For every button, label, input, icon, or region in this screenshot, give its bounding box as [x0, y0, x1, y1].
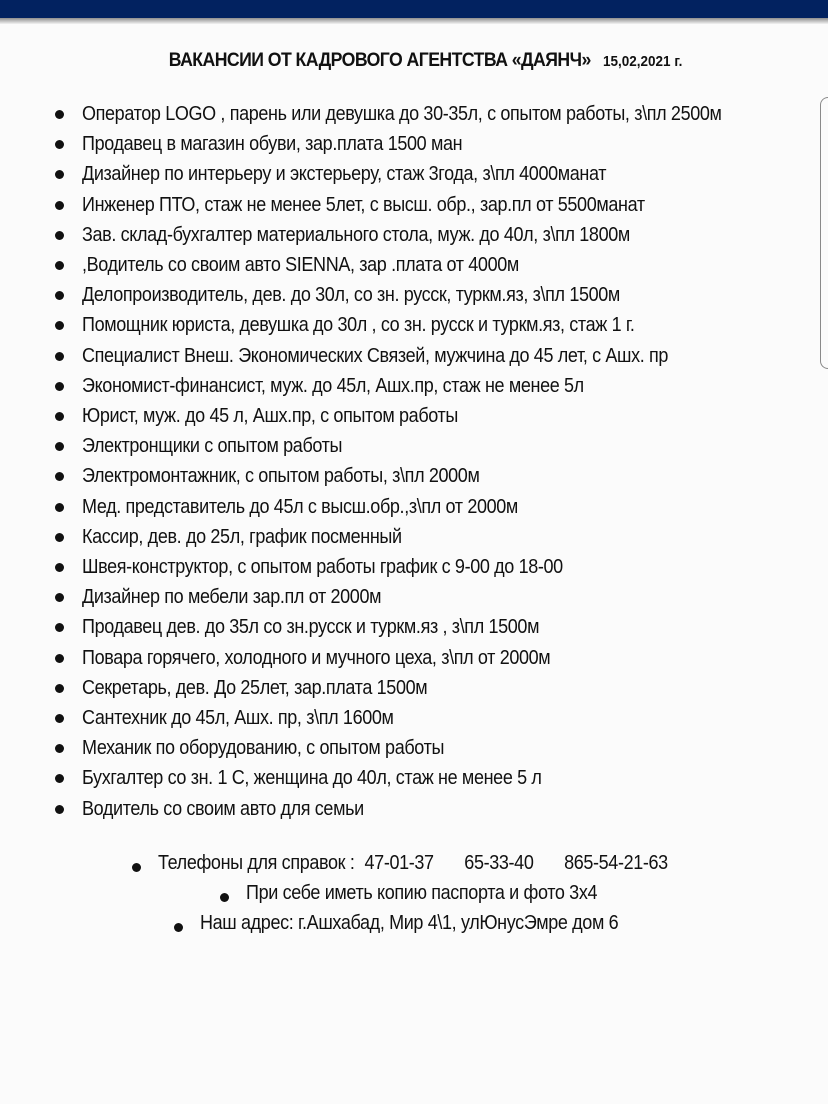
- vacancy-item: Сантехник до 45л, Ашх. пр, з\пл 1600м: [0, 703, 828, 733]
- vacancy-item: Экономист-финансист, муж. до 45л, Ашх.пр, стаж не менее 5л: [0, 371, 828, 401]
- address: Наш адрес: г.Ашхабад, Мир 4\1, улЮнусЭмре дом 6: [120, 912, 665, 935]
- vacancy-item: Оператор LOGO , парень или девушка до 30-35л, с опытом работы, з\пл 2500м: [0, 99, 828, 129]
- vacancy-item: Зав. склад-бухгалтер материального стола, муж. до 40л, з\пл 1800м: [0, 220, 828, 250]
- vacancy-item: Водитель со своим авто для семьи: [0, 794, 828, 824]
- bullet-icon: [220, 893, 229, 902]
- bullet-icon: [55, 442, 64, 451]
- vacancy-item: Секретарь, дев. До 25лет, зар.плата 1500м: [0, 673, 828, 703]
- bullet-icon: [55, 623, 64, 632]
- bullet-icon: [174, 923, 183, 932]
- vacancy-list: [0, 99, 828, 824]
- bullet-icon: [55, 382, 64, 391]
- vacancy-item: Дизайнер по интерьеру и экстерьеру, стаж 3года, з\пл 4000манат: [0, 159, 828, 189]
- app-bar-shadow: [0, 18, 828, 24]
- vacancy-item: Делопроизводитель, дев. до 30л, со зн. русск, туркм.яз, з\пл 1500м: [0, 280, 828, 310]
- bullet-icon: [55, 654, 64, 663]
- vacancy-item: Специалист Внеш. Экономических Связей, мужчина до 45 лет, с Ашх. пр: [0, 341, 828, 371]
- vacancy-item: Продавец в магазин обуви, зар.плата 1500 ман: [0, 129, 828, 159]
- bullet-icon: [55, 261, 64, 270]
- documents-note: При себе иметь копию паспорта и фото 3х4: [166, 882, 636, 905]
- bullet-icon: [55, 321, 64, 330]
- bullet-icon: [55, 684, 64, 693]
- scrollbar-thumb[interactable]: [820, 97, 828, 369]
- vacancy-item: Юрист, муж. до 45 л, Ашх.пр, с опытом работы: [0, 401, 828, 431]
- phone-number: 47-01-37: [364, 852, 434, 874]
- bullet-icon: [55, 110, 64, 119]
- document-date: 15,02,2021 г.: [603, 53, 683, 70]
- vacancy-item: Продавец дев. до 35л со зн.русск и туркм.яз , з\пл 1500м: [0, 612, 828, 642]
- vacancy-item: Помощник юриста, девушка до 30л , со зн. русск и туркм.яз, стаж 1 г.: [0, 310, 828, 340]
- vacancy-item: ,Водитель со своим авто SIENNA, зар .плата от 4000м: [0, 250, 828, 280]
- vacancy-item: Кассир, дев. до 25л, график посменный: [0, 522, 828, 552]
- document-title: ВАКАНСИИ ОТ КАДРОВОГО АГЕНТСТВА «ДАЯНЧ»: [168, 50, 591, 71]
- bullet-icon: [55, 533, 64, 542]
- bullet-icon: [55, 503, 64, 512]
- bullet-icon: [55, 563, 64, 572]
- phone-number: 865-54-21-63: [564, 852, 668, 874]
- document-header: [0, 50, 828, 72]
- bullet-icon: [55, 352, 64, 361]
- bullet-icon: [55, 774, 64, 783]
- bullet-icon: [55, 201, 64, 210]
- vacancy-item: Швея-конструктор, с опытом работы график с 9-00 до 18-00: [0, 552, 828, 582]
- bullet-icon: [55, 231, 64, 240]
- bullet-icon: [55, 714, 64, 723]
- bullet-icon: [55, 412, 64, 421]
- vacancy-item: Электронщики с опытом работы: [0, 431, 828, 461]
- top-app-bar: [0, 0, 828, 18]
- bullet-icon: [55, 805, 64, 814]
- vacancy-item: Дизайнер по мебели зар.пл от 2000м: [0, 582, 828, 612]
- bullet-icon: [132, 863, 141, 872]
- bullet-icon: [55, 472, 64, 481]
- vacancy-item: Мед. представитель до 45л с высш.обр.,з\пл от 2000м: [0, 492, 828, 522]
- vacancy-item: Механик по оборудованию, с опытом работы: [0, 733, 828, 763]
- phone-number: 65-33-40: [464, 852, 534, 874]
- bullet-icon: [55, 170, 64, 179]
- vacancy-item: Повара горячего, холодного и мучного цеха, з\пл от 2000м: [0, 643, 828, 673]
- bullet-icon: [55, 744, 64, 753]
- bullet-icon: [55, 593, 64, 602]
- vacancy-item: Электромонтажник, с опытом работы, з\пл 2000м: [0, 461, 828, 491]
- vacancy-item: Бухгалтер со зн. 1 С, женщина до 40л, стаж не менее 5 л: [0, 763, 828, 793]
- phones-label: Телефоны для справок :: [158, 852, 355, 874]
- bullet-icon: [55, 140, 64, 149]
- bullet-icon: [55, 291, 64, 300]
- vacancy-item: Инженер ПТО, стаж не менее 5лет, с высш. обр., зар.пл от 5500манат: [0, 190, 828, 220]
- contact-phones: [78, 852, 724, 875]
